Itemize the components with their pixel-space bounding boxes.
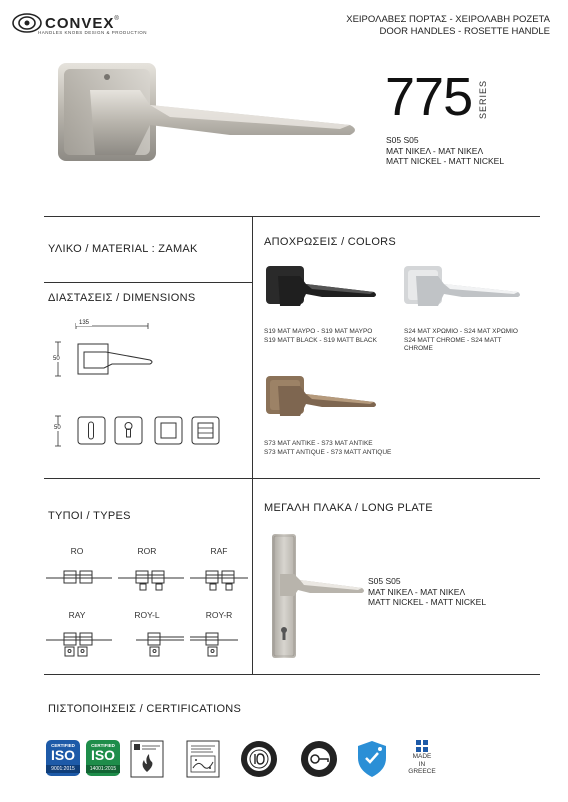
iso-9001-top: CERTIFIED — [51, 743, 75, 748]
rosette-variants-drawing — [48, 410, 223, 450]
greece-text: GREECE — [408, 768, 436, 775]
type-label-ror: ROR — [137, 546, 157, 556]
model-number: 775 — [385, 67, 473, 127]
dimension-drawing-side — [48, 318, 168, 380]
type-label-ro: RO — [70, 546, 84, 556]
iso-14001-top: CERTIFIED — [91, 743, 115, 748]
color-black-greek: S19 ΜΑΤ ΜΑΥΡΟ - S19 ΜΑΤ ΜΑΥΡΟ — [264, 328, 373, 335]
color-chrome-english-cont: CHROME — [404, 345, 433, 352]
long-plate-finish-english: MATT NICKEL - MATT NICKEL — [368, 597, 487, 607]
color-chrome-image — [400, 262, 524, 312]
header-category — [346, 14, 550, 38]
dimensions-title: ΔΙΑΣΤΑΣΕΙΣ / DIMENSIONS — [48, 292, 196, 304]
color-antique-image — [262, 372, 380, 422]
iso-9001-badge — [46, 740, 80, 776]
color-item-antique — [264, 440, 391, 457]
corrosion-test-certificate-icon — [186, 740, 220, 778]
made-in-greece-badge — [404, 740, 440, 780]
iso-14001-label: ISO — [90, 747, 116, 763]
product-finish — [386, 135, 504, 167]
color-antique-greek: S73 ΜΑΤ ΑΝΤΙΚΕ - S73 ΜΑΤ ΑΝΤΙΚΕ — [264, 440, 373, 447]
brand-name: CONVEX — [45, 14, 115, 32]
divider — [44, 674, 540, 675]
finish-english: MATT NICKEL - MATT NICKEL — [386, 156, 505, 166]
product-handle-image — [50, 55, 370, 170]
color-item-black — [264, 328, 377, 345]
long-plate-image — [268, 530, 368, 662]
color-chrome-greek: S24 ΜΑΤ ΧΡΩΜΙΟ - S24 ΜΑΤ ΧΡΩΜΙΟ — [404, 328, 518, 335]
header-line-english: DOOR HANDLES - ROSETTE HANDLE — [379, 26, 550, 37]
in-text: IN — [418, 760, 426, 768]
testing-certificate-seal-icon — [300, 740, 338, 778]
header-line-greek: ΧΕΙΡΟΛΑΒΕΣ ΠΟΡΤΑΣ - ΧΕΙΡΟΛΑΒΗ ΡΟΖΕΤΑ — [346, 14, 550, 25]
type-label-roy-r: ROY-R — [205, 610, 233, 620]
brand-registered: ® — [114, 16, 119, 22]
series-label: SERIES — [478, 80, 488, 120]
finish-code: S05 S05 — [386, 135, 419, 145]
type-label-roy-l: ROY-L — [134, 610, 160, 620]
long-plate-title: ΜΕΓΑΛΗ ΠΛΑΚΑ / LONG PLATE — [264, 502, 433, 514]
iso-9001-label: ISO — [50, 747, 76, 763]
types-drawings — [44, 566, 249, 666]
iso-9001-number: 9001:2015 — [46, 765, 80, 773]
types-title: ΤΥΠΟΙ / TYPES — [48, 510, 131, 522]
material-label: ΥΛΙΚΟ / MATERIAL : ZAMAK — [48, 243, 198, 255]
made-text: MADE — [412, 753, 432, 760]
color-antique-english: S73 MATT ANTIQUE - S73 MATT ANTIQUE — [264, 448, 392, 456]
color-black-image — [262, 262, 380, 312]
divider — [252, 216, 253, 478]
brand-tagline: HANDLES KNOBS DESIGN & PRODUCTION — [38, 30, 148, 35]
iso-14001-badge — [86, 740, 120, 776]
antibacterial-shield-icon — [356, 740, 388, 778]
divider — [44, 282, 252, 283]
long-plate-finish-greek: ΜΑΤ ΝΙΚΕΛ - ΜΑΤ ΝΙΚΕΛ — [368, 586, 466, 597]
type-label-raf: RAF — [210, 546, 228, 556]
dimension-length: 135 — [76, 320, 92, 326]
divider — [44, 478, 540, 479]
divider — [44, 216, 540, 217]
divider — [252, 478, 253, 674]
warranty-10-years-seal-icon — [240, 740, 278, 778]
finish-greek: ΜΑΤ ΝΙΚΕΛ - ΜΑΤ ΝΙΚΕΛ — [386, 145, 484, 156]
long-plate-finish-code: S05 S05 — [368, 576, 401, 586]
type-label-ray: RAY — [68, 610, 86, 620]
color-black-english: S19 MATT BLACK - S19 MATT BLACK — [264, 336, 377, 344]
fire-resistance-certificate-icon — [130, 740, 164, 778]
certifications-title: ΠΙΣΤΟΠΟΙΗΣΕΙΣ / CERTIFICATIONS — [48, 703, 242, 715]
dimension-height: 50 — [53, 356, 60, 362]
colors-title: ΑΠΟΧΡΩΣΕΙΣ / COLORS — [264, 236, 397, 248]
iso-14001-number: 14001:2015 — [86, 765, 120, 773]
color-chrome-english: S24 MATT CHROME - S24 MATT — [404, 336, 502, 344]
color-item-chrome — [404, 328, 518, 354]
greek-flag-icon — [416, 740, 428, 752]
long-plate-finish — [368, 576, 486, 608]
dimension-height-2: 50 — [54, 425, 61, 431]
